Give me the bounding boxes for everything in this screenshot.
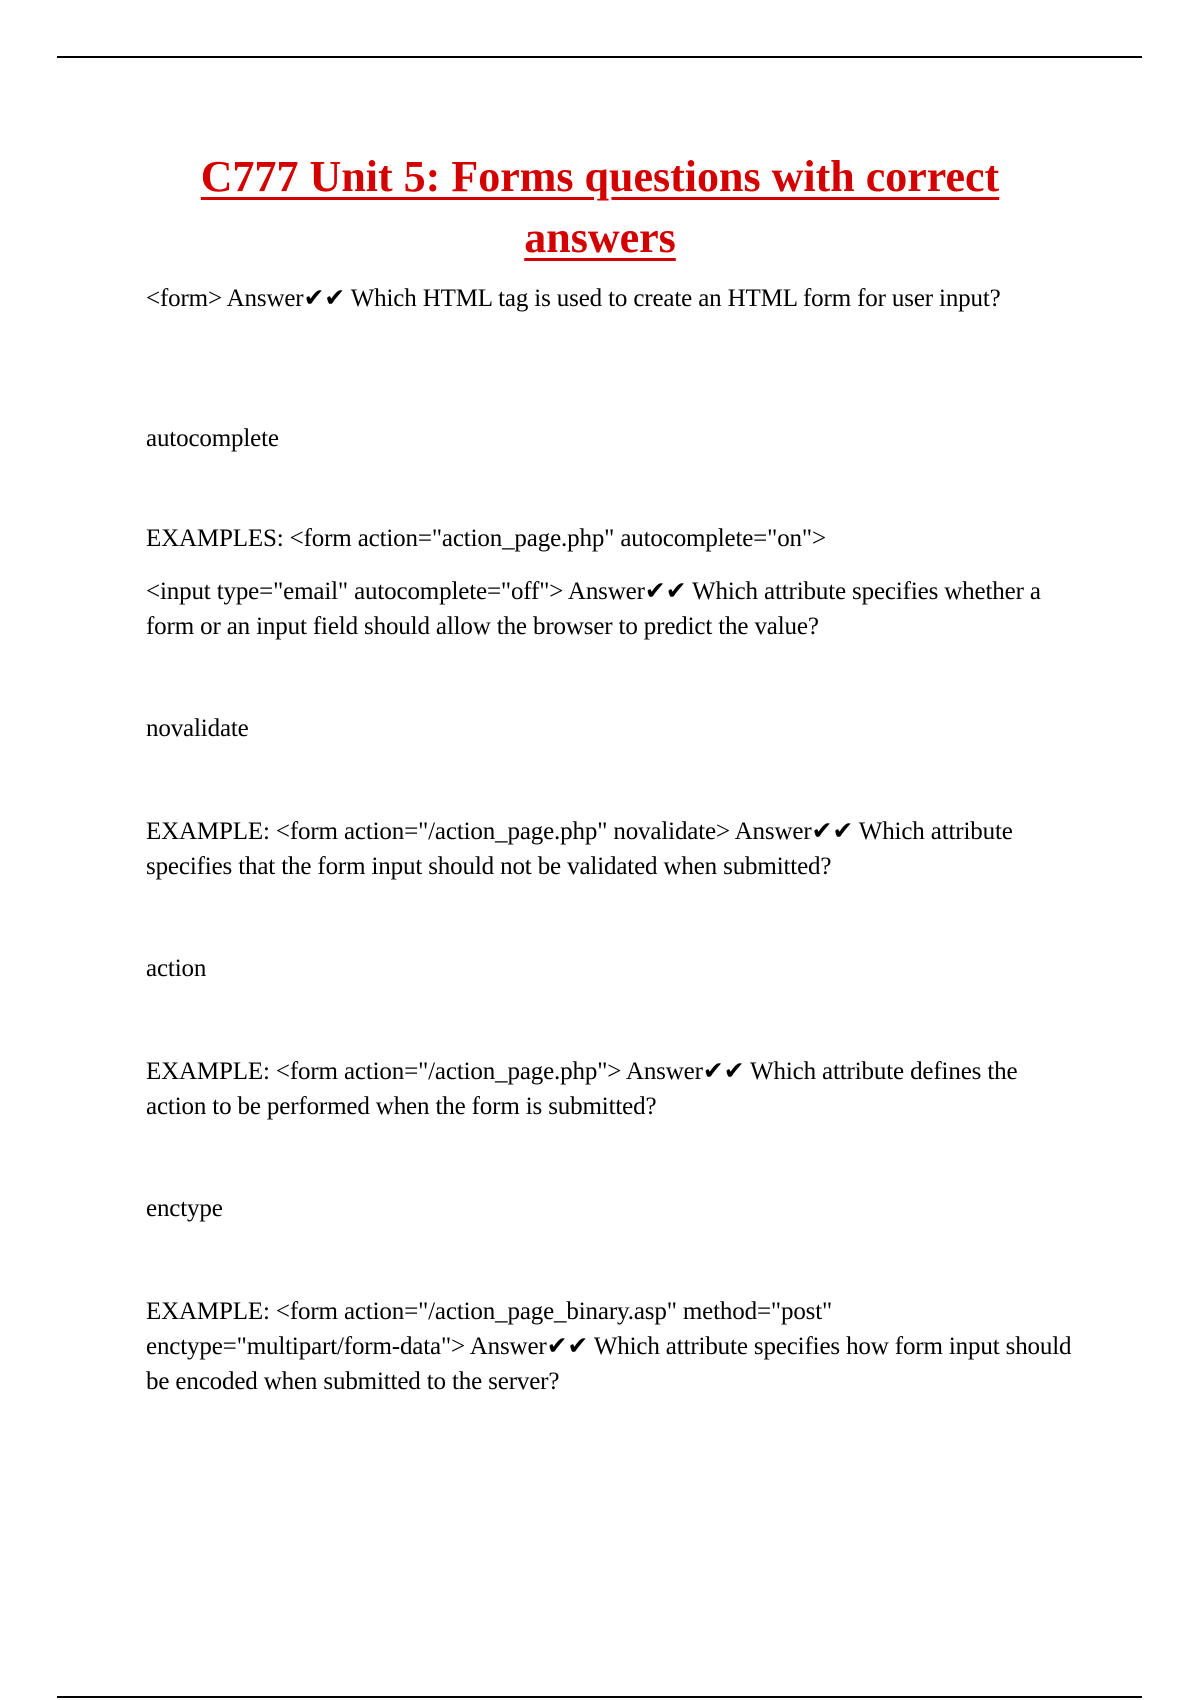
qa-paragraph-novalidate: EXAMPLE: <form action="/action_page.php" novalidate> Answer✔✔ Which attribute specifies that the form input should not be validated when submitted? [146,818,1013,880]
answer-term-autocomplete: autocomplete [146,425,279,452]
footer-rule [57,1696,1142,1698]
examples-autocomplete-form: EXAMPLES: <form action="action_page.php" autocomplete="on"> [146,525,826,552]
answer-term-action: action [146,955,207,982]
header-rule [57,56,1142,58]
answer-term-enctype: enctype [146,1195,223,1222]
qa-paragraph-autocomplete: <input type="email" autocomplete="off"> Answer✔✔ Which attribute specifies whether a form or an input field should allow the browser to predict the value? [146,578,1041,640]
document-title: C777 Unit 5: Forms questions with correct answers [200,152,1000,262]
qa-paragraph-action: EXAMPLE: <form action="/action_page.php"> Answer✔✔ Which attribute defines the action to be performed when the form is submitted? [146,1058,1018,1120]
qa-paragraph-enctype: EXAMPLE: <form action="/action_page_binary.asp" method="post" enctype="multipart/form-data"> Answer✔✔ Which attribute specifies how form input should be encoded when submitted to the server? [146,1298,1072,1395]
answer-term-novalidate: novalidate [146,715,249,742]
qa-paragraph-form-tag: <form> Answer✔✔ Which HTML tag is used to create an HTML form for user input? [146,285,1001,312]
